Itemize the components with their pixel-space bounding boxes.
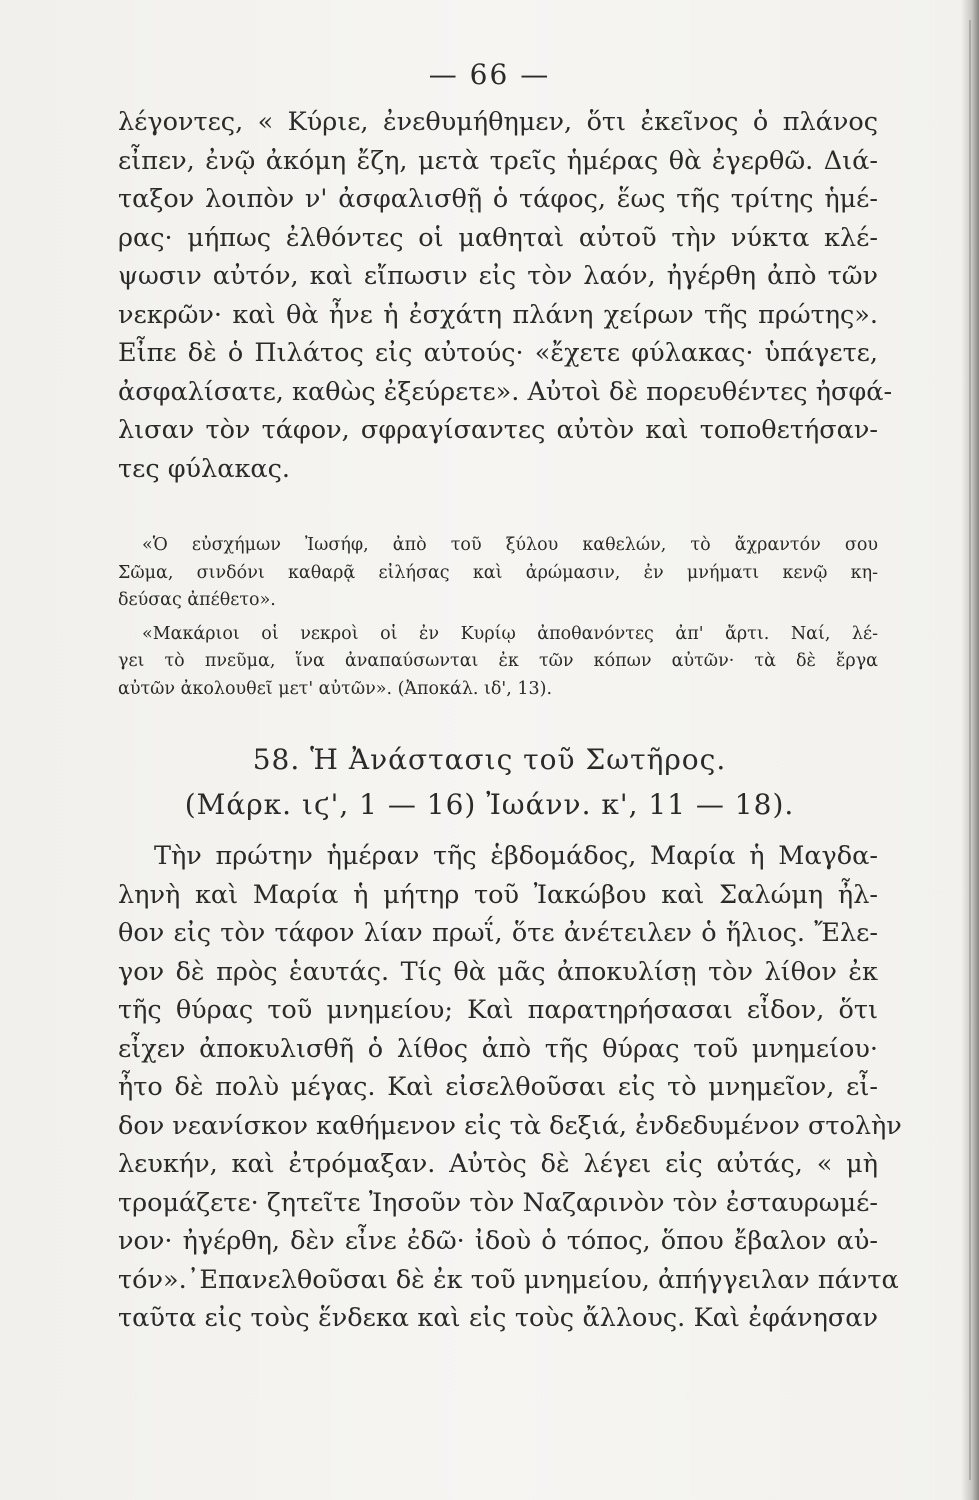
text-line: τόν».᾿Επανελθοῦσαι δὲ ἐκ τοῦ μνημείου, ἀπήγγειλαν πάντα [118, 1264, 899, 1295]
note-line: αὐτῶν ἀκολουθεῖ μετ' αὐτῶν». (Ἀποκάλ. ιδ', 13). [118, 678, 553, 699]
main-paragraph [118, 103, 893, 488]
text-line: Εἶπε δὲ ὁ Πιλάτος εἰς αὐτούς· «ἔχετε φύλακας· ὑπάγετε, [118, 338, 878, 368]
note-line: Σῶμα, σινδόνι καθαρᾷ εἰλήσας καὶ ἀρώμασιν, ἐν μνήματι κενῷ κη- [118, 562, 878, 583]
text-line: ληνὴ καὶ Μαρία ἡ μήτηρ τοῦ Ἰακώβου καὶ Σαλώμη ἦλ- [118, 879, 878, 910]
hymn-notes [118, 532, 878, 703]
text-line: ἦτο δὲ πολὺ μέγας. Καὶ εἰσελθοῦσαι εἰς τὸ μνημεῖον, εἶ- [118, 1072, 878, 1102]
text-line: δον νεανίσκον καθήμενον εἰς τὰ δεξιά, ἐνδεδυμένον στολὴν [118, 1110, 902, 1141]
note-line: «Μακάριοι οἱ νεκροὶ οἱ ἐν Κυρίῳ ἀποθανόντες ἀπ' ἄρτι. Ναί, λέ- [142, 623, 878, 644]
text-line: τρομάζετε· ζητεῖτε Ἰησοῦν τὸν Ναζαρινὸν τὸν ἐσταυρωμέ- [118, 1187, 878, 1218]
text-line: ἀσφαλίσατε, καθὼς ἐξεύρετε». Αὐτοὶ δὲ πορευθέντες ἠσφά- [118, 376, 893, 407]
section-title: 58. Ἡ Ἀνάστασις τοῦ Σωτῆρος. [252, 743, 727, 776]
page-number: — 66 — [428, 58, 551, 91]
note-line: «Ὁ εὐσχήμων Ἰωσήφ, ἀπὸ τοῦ ξύλου καθελών, τὸ ἄχραντόν σου [142, 535, 878, 555]
text-line: ψωσιν αὐτόν, καὶ εἴπωσιν εἰς τὸν λαόν, ἠγέρθη ἀπὸ τῶν [118, 261, 878, 291]
text-line: λέγοντες, « Κύριε, ἐνεθυμήθημεν, ὅτι ἐκεῖνος ὁ πλάνος [118, 107, 878, 137]
text-line: λισαν τὸν τάφον, σφραγίσαντες αὐτὸν καὶ τοποθετήσαν- [118, 415, 878, 445]
text-line: τῆς θύρας τοῦ μνημείου; Καὶ παρατηρήσασαι εἶδον, ὅτι [118, 995, 878, 1025]
text-line: ταῦτα εἰς τοὺς ἕνδεκα καὶ εἰς τοὺς ἄλλους. Καὶ ἐφάνησαν [118, 1303, 878, 1333]
text-line: Τὴν πρώτην ἡμέραν τῆς ἑβδομάδος, Μαρία ἡ Μαγδα- [154, 841, 878, 871]
note-line: γει τὸ πνεῦμα, ἵνα ἀναπαύσωνται ἐκ τῶν κόπων αὐτῶν· τὰ δὲ ἔργα [118, 651, 878, 671]
resurrection-paragraph [118, 837, 902, 1338]
text-line: εἶχεν ἀποκυλισθῆ ὁ λίθος ἀπὸ τῆς θύρας τοῦ μνημείου· [118, 1033, 878, 1064]
note-joseph [118, 532, 878, 615]
text-line: λευκήν, καὶ ἐτρόμαξαν. Αὐτὸς δὲ λέγει εἰς αὐτάς, « μὴ [118, 1149, 878, 1179]
text-line: θον εἰς τὸν τάφον λίαν πρωΐ, ὅτε ἀνέτειλεν ὁ ἥλιος. Ἔλε- [118, 918, 878, 948]
text-line: νεκρῶν· καὶ θὰ ἦνε ἡ ἐσχάτη πλάνη χείρων τῆς πρώτης». [118, 299, 878, 330]
section-reference: (Μάρκ. ιϛ', 1 — 16) Ἰωάνν. κ', 11 — 18). [184, 788, 795, 821]
text-line: ταξον λοιπὸν ν' ἀσφαλισθῇ ὁ τάφος, ἕως τῆς τρίτης ἡμέ- [118, 184, 878, 214]
text-line: νον· ἠγέρθη, δὲν εἶνε ἐδῶ· ἰδοὺ ὁ τόπος, ὅπου ἔβαλον αὐ- [118, 1226, 878, 1256]
note-line: δεύσας ἀπέθετο». [118, 590, 276, 610]
text-line: γον δὲ πρὸς ἑαυτάς. Τίς θὰ μᾶς ἀποκυλίσῃ τὸν λίθον ἐκ [118, 956, 878, 987]
text-line: τες φύλακας. [118, 453, 290, 484]
text-line: εἶπεν, ἐνῷ ἀκόμη ἔζη, μετὰ τρεῖς ἡμέρας θὰ ἐγερθῶ. Διά- [118, 145, 878, 176]
text-line: ρας· μήπως ἐλθόντες οἱ μαθηταὶ αὐτοῦ τὴν νύκτα κλέ- [118, 222, 878, 253]
note-revelation [118, 621, 878, 704]
